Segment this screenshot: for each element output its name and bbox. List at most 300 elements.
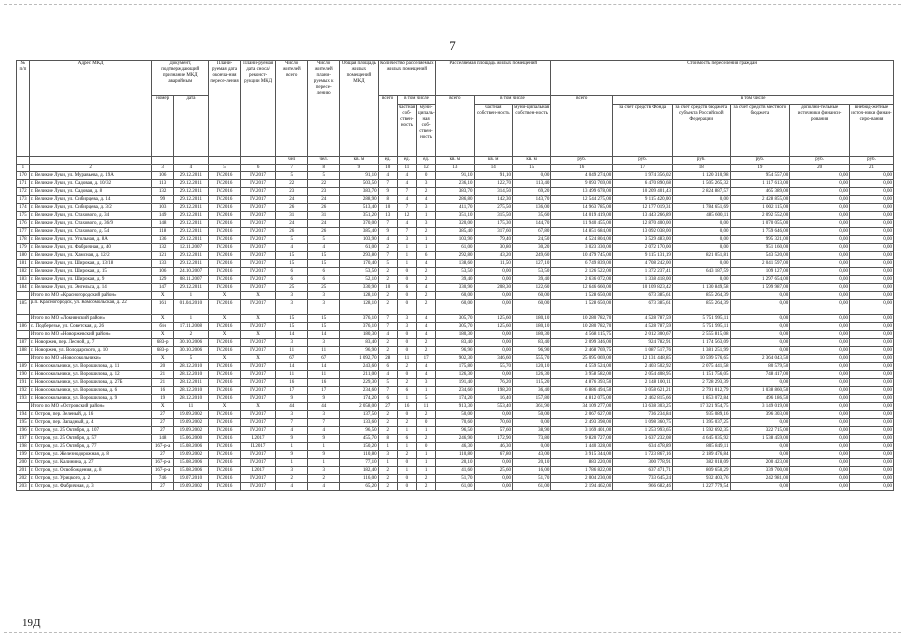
table-cell: 109 127,00 [730,268,790,276]
table-cell: 913,30 [436,403,474,411]
table-cell: 1 395 037,25 [672,419,730,427]
table-cell: 29.12.2011 [173,284,208,292]
table-cell: 683-р [152,347,173,355]
table-cell: 5 [416,395,435,403]
table-cell: 0 [397,292,416,300]
table-cell: 2 [416,276,435,284]
table-cell: 2 428 855,00 [730,196,790,204]
table-cell: 182,40 [340,467,378,475]
table-cell: 61,00 [436,244,474,252]
table-cell: 1 151 756,05 [672,371,730,379]
table-cell: 132 [152,188,173,196]
table-cell: 194 [17,411,30,419]
table-cell: Итого по МО «Островский район» [29,403,152,411]
table-cell: 4 [416,371,435,379]
table-cell: 11 [276,347,308,355]
table-cell: 6 [397,284,416,292]
table-cell: 0,00 [790,339,850,347]
header-area-incl: в том числе [474,96,551,105]
table-cell: 175 [17,212,30,220]
table-cell: г. Остров, пер. Зеленый, д. 16 [29,411,152,419]
header-count-total: всего [378,96,397,157]
table-cell: 5 [276,236,308,244]
unit: руб. [790,157,850,165]
table-cell: 132 [152,244,173,252]
table-cell: 0,00 [790,260,850,268]
table-cell: 3 149 019,00 [730,403,790,411]
table-cell: 821 051,81 [672,252,730,260]
header-local: за счет средств местного бюджета [730,105,790,157]
unit: руб. [672,157,730,165]
table-cell: 180,30 [340,331,378,339]
table-cell: 11 [308,371,340,379]
table-cell: IV.2016 [209,435,241,443]
table-row [17,411,894,419]
table-cell: 2 148 100,11 [613,379,673,387]
table-cell: 1 528 650,00 [551,292,613,300]
table-cell: г. Великие Луки, ул. Стахового, д. 54 [29,228,152,236]
table-cell: 15 [308,260,340,268]
table-cell: IV.2016 [209,260,241,268]
table-cell: 286,80 [436,196,474,204]
table-cell: 16 [152,387,173,395]
table-cell: 0 [397,475,416,483]
table-cell: 174,20 [340,395,378,403]
table-cell: 7 [276,419,308,427]
table-cell: 4 876 393,50 [551,379,613,387]
table-row [17,451,894,459]
table-cell: IV.2017 [241,276,276,284]
table-cell: 951 160,00 [730,244,790,252]
table-cell: 4 559 524,00 [551,363,613,371]
table-cell: 201 [17,467,30,475]
table-cell: 2 092 552,00 [730,212,790,220]
table-cell: 73,80 [512,435,550,443]
table-cell: X [152,403,173,411]
table-cell: 15.08.2006 [173,467,208,475]
table-cell: IV.2016 [209,284,241,292]
table-cell: 28 [378,355,397,363]
table-cell: 0,00 [850,196,894,204]
table-cell: 0,00 [850,284,894,292]
table-cell: 4 [397,180,416,188]
table-cell: 133 [152,260,173,268]
table-cell: 0,00 [790,371,850,379]
table-cell: 4 [308,427,340,435]
table-cell: 29.12.2011 [173,228,208,236]
table-cell: 22 [308,180,340,188]
table-cell: 0,00 [672,228,730,236]
table-cell: 0,00 [850,276,894,284]
table-cell: 4 524 804,00 [551,236,613,244]
table-cell: 27 [152,451,173,459]
table-cell: 0,00 [790,228,850,236]
table-cell: 0 [397,483,416,491]
table-cell: 0,00 [730,339,790,347]
table-cell: 0,00 [512,419,550,427]
table-cell [17,403,30,411]
table-cell: 4 [416,323,435,331]
table-header [17,61,894,172]
table-cell: 1 087 517,76 [613,347,673,355]
table-cell: 0 [397,331,416,339]
table-cell: 0,00 [850,475,894,483]
table-cell: 4 [378,331,397,339]
table-cell: 1 [416,387,435,395]
table-cell: 110,80 [340,451,378,459]
header-area-group: Расселяемая площадь жилых помещений [436,61,551,96]
subtotal-row [17,403,894,411]
table-cell: 184 [17,284,30,292]
table-cell: 7 [378,315,397,323]
table-cell: 200 [17,459,30,467]
table-cell: 748 417,00 [730,371,790,379]
table-cell: 0,00 [474,276,512,284]
table-cell: IV.2017 [241,236,276,244]
table-cell: 10 209 401,43 [613,188,673,196]
table-cell: Итого по МО «Красногородский район» [29,292,152,300]
table-cell: 3 058 621,21 [613,387,673,395]
table-cell: IV.2016 [209,180,241,188]
table-cell: 376,10 [340,323,378,331]
table-cell: 0,00 [474,347,512,355]
table-cell: 6 749 839,00 [551,260,613,268]
table-cell: 1 [416,244,435,252]
table-cell: 4 [416,363,435,371]
table-cell: 6 [397,387,416,395]
table-cell: 13 499 678,00 [551,188,613,196]
table-cell: 7 [378,323,397,331]
table-cell: 2 126 522,00 [551,268,613,276]
table-cell: 10 [378,284,397,292]
header-area-total: всего [436,96,474,157]
table-cell: г. Остров, ул. 25 Октября, д. 57 [29,435,152,443]
table-cell: 0,00 [474,371,512,379]
table-cell: 01.04.2010 [173,300,208,315]
column-index: 2 [29,165,152,172]
table-cell: 2 468 769,75 [551,347,613,355]
table-cell: 0 [416,443,435,451]
table-cell: 288,90 [340,196,378,204]
table-cell: г. Великие Луки, ул. Сибирцева, д. 14 [29,196,152,204]
table-cell: 149 [152,212,173,220]
table-cell: 3 [397,236,416,244]
header-extra2: внебюд-жетные источ-ники финан-сиро-вания [850,105,894,157]
table-cell: 10 479 745,00 [551,252,613,260]
table-cell: 10 599 576,65 [672,355,730,363]
table-cell: 19.09.2002 [173,451,208,459]
table-cell: IV.2017 [241,220,276,228]
table-cell: 19.07.2010 [173,475,208,483]
table-cell: г. Новосокольники, ул. Ворошилова, д. 9 [29,395,152,403]
column-index: 1 [17,165,30,172]
header-area-municipal: муни-ципальная собствен-ность [512,105,550,157]
table-cell: г. Остров, ул. Калинина, д. 27 [29,459,152,467]
table-cell: IV.2016 [209,204,241,212]
table-cell: 6 [276,276,308,284]
table-cell: 4 708 242,00 [613,260,673,268]
table-cell: 2 791 012,79 [672,387,730,395]
table-cell: 7 [397,228,416,236]
table-cell: 31 [276,212,308,220]
table-cell: 4 [276,483,308,491]
header-address: Адрес МКД [29,61,152,157]
table-cell: X [241,331,276,339]
table-cell: 186 [17,323,30,331]
table-cell: 2 [378,483,397,491]
table-cell: 7 [397,204,416,212]
table-row [17,276,894,284]
table-cell: 0,00 [730,323,790,331]
table-cell: 305,70 [436,315,474,323]
table-cell: 0 [416,172,435,180]
table-cell: 127,10 [512,260,550,268]
table-cell: 2 099 346,00 [551,339,613,347]
header-doc-num: номер [152,96,173,157]
table-cell: 1 [416,467,435,475]
table-cell: 7 [308,419,340,427]
table-cell: 0,00 [730,331,790,339]
table-cell: г. Великие Луки, ул. Хамсная, д. 12/2 [29,252,152,260]
table-cell: 178 [17,236,30,244]
table-row [17,300,894,315]
header-area-private: частная собствен-ность [474,105,512,157]
table-cell: 2 [416,339,435,347]
table-cell: 496 186,50 [730,395,790,403]
bottom-divider [4,632,901,633]
table-cell: 172,90 [474,435,512,443]
table-cell: 300 778,91 [613,459,673,467]
table-cell: 144,70 [512,220,550,228]
table-cell: 133,60 [340,419,378,427]
table-cell: 0,00 [790,435,850,443]
column-index: 15 [512,165,550,172]
table-cell: 1 [378,459,397,467]
table-cell: 25 [308,284,340,292]
table-cell: IV.2017 [241,180,276,188]
table-cell: 14 [276,331,308,339]
table-cell: IV.2016 [209,419,241,427]
table-cell: 61,00 [512,483,550,491]
table-cell: 195 [17,419,30,427]
table-cell: 0,00 [790,323,850,331]
table-cell: 0,00 [672,220,730,228]
table-cell: 1 [416,427,435,435]
table-cell: 39,40 [436,276,474,284]
table-cell: 2 [416,188,435,196]
table-row [17,228,894,236]
table-cell: 0,00 [850,427,894,435]
table-cell: 12 [397,212,416,220]
header-region: за счет средств бюджета субъекта Российской Федерации [672,105,730,157]
table-cell [17,331,30,339]
table-cell: 14 [308,363,340,371]
table-cell: 125,60 [474,315,512,323]
unit: кв. м [512,157,550,165]
table-cell: 4 528 787,59 [613,315,673,323]
table-cell: 29.12.2011 [173,212,208,220]
table-cell: 346,60 [474,355,512,363]
table-cell: 513,40 [340,204,378,212]
table-row [17,284,894,292]
table-cell: 199 [17,451,30,459]
table-cell: 2 [378,475,397,483]
table-cell: 1 [173,315,208,323]
table-cell: 17 [276,387,308,395]
table-cell [17,355,30,363]
table-cell: 96,50 [436,427,474,435]
table-cell: 50,00 [436,411,474,419]
table-cell: 2 [378,300,397,315]
subtotal-row [17,355,894,363]
table-cell: 0,00 [790,483,850,491]
table-cell: IV.2017 [241,363,276,371]
subtotal-row [17,292,894,300]
table-cell: X [241,355,276,363]
table-cell: 1 [416,451,435,459]
table-cell: 136 [152,236,173,244]
table-cell: 15 [276,260,308,268]
table-cell: 2 [173,331,208,339]
table-cell: 20,10 [512,459,550,467]
table-cell: г. Новосокольники, ул. Ворошилова, д. 6 [29,387,152,395]
column-index: 11 [397,165,416,172]
table-cell: 7 [378,180,397,188]
table-cell: 0,00 [850,331,894,339]
table-cell: 19.09.2002 [173,427,208,435]
table-row [17,204,894,212]
table-cell: 27 [152,419,173,427]
table-cell: 1 070 055,00 [730,220,790,228]
table-cell: 176 [17,220,30,228]
table-cell: 0,00 [730,315,790,323]
table-cell: 51,70 [512,475,550,483]
table-cell: 2 [378,427,397,435]
table-cell: IV.2017 [241,347,276,355]
table-cell: 2 041 597,00 [730,260,790,268]
table-cell: 29.12.2011 [173,188,208,196]
table-cell: 3 [308,300,340,315]
table-cell: 29.12.2011 [173,196,208,204]
table-cell: 15 [308,323,340,331]
table-cell: 0,00 [790,403,850,411]
table-cell: 0,00 [790,395,850,403]
table-cell: 17 321 954,75 [672,403,730,411]
table-cell: 175,30 [474,220,512,228]
table-cell: 0,00 [474,339,512,347]
table-cell: 15.08.2006 [173,459,208,467]
table-cell: 15 [276,323,308,331]
table-cell: 13 [378,212,397,220]
table-cell: 39,40 [512,276,550,284]
table-cell: 8 [378,196,397,204]
table-cell: 0,00 [790,172,850,180]
table-cell: 322 715,00 [730,427,790,435]
table-cell: 7 [378,387,397,395]
table-cell: 0,00 [790,252,850,260]
table-cell: 126,30 [512,371,550,379]
table-row [17,180,894,188]
table-cell: 116,00 [340,475,378,483]
table-cell: 103 [152,204,173,212]
table-cell: IV.2016 [209,467,241,475]
table-cell: II.2017 [241,443,276,451]
table-cell: 2 [397,451,416,459]
table-cell: 9 115 131,19 [613,252,673,260]
column-index: 16 [551,165,613,172]
table-cell: 24 [276,220,308,228]
table-cell: г. Остров, ул. 25 Октября, д. 77 [29,443,152,451]
table-row [17,435,894,443]
table-cell: 0,00 [730,443,790,451]
table-cell: 683-р [152,339,173,347]
table-cell: 0,00 [730,419,790,427]
table-cell: 80 579,50 [730,363,790,371]
table-cell: 16 [308,379,340,387]
table-row [17,196,894,204]
table-cell: 70,60 [474,419,512,427]
unit: кв. м [340,157,378,165]
table-cell: IV.2016 [209,483,241,491]
table-row [17,475,894,483]
table-cell: 180,10 [512,315,550,323]
table-cell: 70,60 [436,419,474,427]
table-cell: 0,00 [790,292,850,300]
table-cell: X [241,403,276,411]
table-cell: IV.2016 [209,459,241,467]
table-cell: 1 227 779,54 [672,483,730,491]
table-cell: 6 [416,252,435,260]
table-cell: 0,00 [730,300,790,315]
table-cell: 113,40 [512,180,550,188]
table-cell: 5 [378,260,397,268]
table-cell: 954 557,00 [730,172,790,180]
table-cell: 503,50 [340,180,378,188]
table-cell: 1 038 860,50 [730,387,790,395]
table-cell: 170,40 [340,260,378,268]
table-cell: 2 [378,292,397,300]
header-residents: Число жителей всего [276,61,308,157]
table-cell: IV.2017 [241,244,276,252]
table-cell: 25 [276,284,308,292]
table-cell: Итого по МО «Новоржевский район» [29,331,152,339]
table-cell: г. Великие Луки, ул. Широкая, д. 9 [29,276,152,284]
table-cell: 196 [17,427,30,435]
table-cell: 1 [276,459,308,467]
table-cell: IV.2017 [241,339,276,347]
table-cell: 0,00 [790,196,850,204]
table-cell: 38,90 [512,427,550,435]
table-row [17,220,894,228]
table-cell: 83,40 [340,339,378,347]
table-cell: 113 [152,180,173,188]
table-cell: 69,20 [512,188,550,196]
table-row [17,363,894,371]
table-row [17,260,894,268]
table-cell: 148 [152,435,173,443]
table-cell: г. Новоржев, ул. Володарского, д. 10 [29,347,152,355]
table-cell: 22 [276,180,308,188]
table-cell: 24 [308,196,340,204]
table-cell: 28.12.2010 [173,371,208,379]
table-cell: 30,20 [512,244,550,252]
table-cell: 16 [276,379,308,387]
table-row [17,459,894,467]
table-cell: 0,00 [790,347,850,355]
table-cell: 673 385,61 [613,300,673,315]
table-cell: 10 280 782,70 [551,315,613,323]
table-cell: 0,00 [850,459,894,467]
